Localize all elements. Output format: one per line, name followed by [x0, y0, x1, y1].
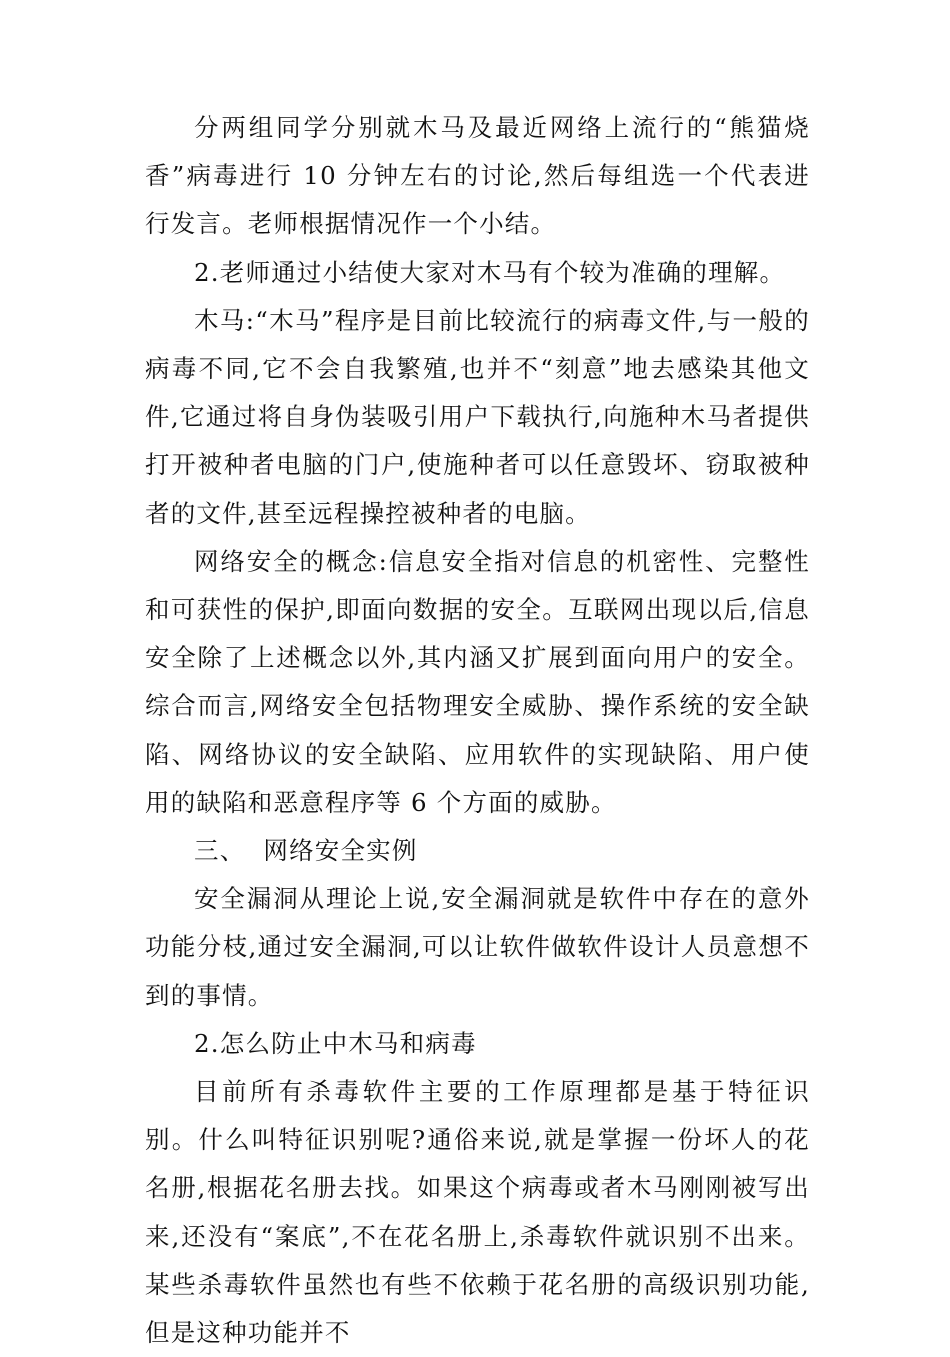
paragraph-discussion: 分两组同学分别就木马及最近网络上流行的“熊猫烧香”病毒进行 10 分钟左右的讨论,然后每组选一个代表进行发言。老师根据情况作一个小结。	[145, 113, 810, 239]
paragraph-summary-intro: 2.老师通过小结使大家对木马有个较为准确的理解。	[194, 257, 786, 287]
subheading-prevent-trojans: 2.怎么防止中木马和病毒	[194, 1028, 477, 1058]
paragraph-antivirus-principle: 目前所有杀毒软件主要的工作原理都是基于特征识别。什么叫特征识别呢?通俗来说,就是掌握一份坏人的花名册,根据花名册去找。如果这个病毒或者木马刚刚被写出来,还没有“案底”,不在花名册上,杀毒软件就识别不出来。某些杀毒软件虽然也有些不依赖于花名册的高级识别功能,但是这种功能并不	[145, 1077, 810, 1348]
paragraph-trojan-definition: 木马:“木马”程序是目前比较流行的病毒文件,与一般的病毒不同,它不会自我繁殖,也并不“刻意”地去感染其他文件,它通过将自身伪装吸引用户下载执行,向施种木马者提供打开被种者电脑的门户,使施种者可以任意毁坏、窃取被种者的文件,甚至远程操控被种者的电脑。	[145, 305, 810, 528]
document-body	[145, 104, 810, 1357]
paragraph-network-security-concept: 网络安全的概念:信息安全指对信息的机密性、完整性和可获性的保护,即面向数据的安全。互联网出现以后,信息安全除了上述概念以外,其内涵又扩展到面向用户的安全。综合而言,网络安全包括物理安全威胁、操作系统的安全缺陷、网络协议的安全缺陷、应用软件的实现缺陷、用户使用的缺陷和恶意程序等 6 个方面的威胁。	[145, 546, 810, 817]
section-heading-security-examples: 三、 网络安全实例	[194, 836, 418, 866]
paragraph-security-vulnerability: 安全漏洞从理论上说,安全漏洞就是软件中存在的意外功能分枝,通过安全漏洞,可以让软件做软件设计人员意想不到的事情。	[145, 884, 810, 1010]
